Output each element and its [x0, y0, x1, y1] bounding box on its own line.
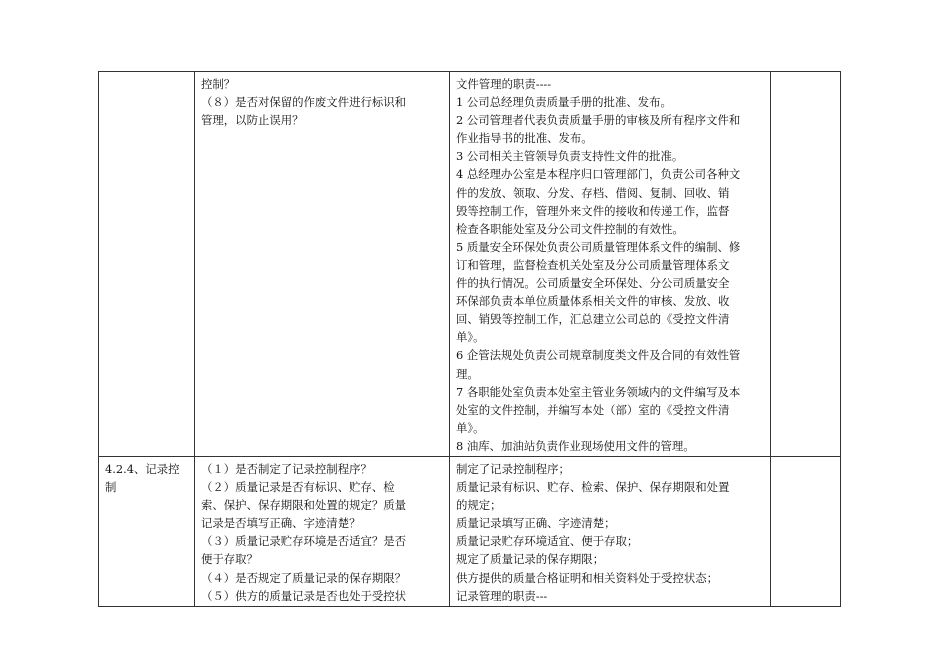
text-line: 索、保护、保存期限和处置的规定？质量: [201, 498, 407, 513]
remark-cell: [771, 72, 841, 457]
text-line: 质量记录贮存环境适宜、便于存取；: [456, 534, 639, 549]
audit-evidence-cell: [450, 456, 771, 606]
text-line: 处室的文件控制，并编写本处（部）室的《受控文件清: [456, 402, 730, 417]
table-row: [99, 72, 841, 457]
text-line: 规定了质量记录的保存期限；: [456, 552, 605, 567]
text-line: （５）供方的质量记录是否也处于受控状: [201, 588, 407, 603]
text-line: 4 总经理办公室是本程序归口管理部门，负责公司各种文: [456, 167, 741, 182]
text-line: 6 企管法规处负责公司规章制度类文件及合同的有效性管: [456, 348, 741, 363]
text-line: 单》。: [456, 330, 485, 345]
remark-cell: [771, 456, 841, 606]
text-line: 制定了记录控制程序；: [456, 461, 570, 476]
text-line: 检查各职能处室及分公司文件控制的有效性。: [456, 221, 684, 236]
text-line: 作业指导书的批准、发布。: [456, 131, 593, 146]
text-line: 1 公司总经理负责质量手册的批准、发布。: [456, 95, 672, 110]
audit-questions-cell: [195, 72, 450, 457]
audit-checklist-table: [98, 71, 841, 607]
text-line: 理。: [456, 366, 479, 381]
text-line: 记录管理的职责---: [456, 588, 548, 603]
clause-cell: [99, 456, 195, 606]
text-line: 制: [105, 480, 117, 495]
text-line: 便于存取？: [201, 552, 258, 567]
audit-evidence-cell: [450, 72, 771, 457]
text-line: （２）质量记录是否有标识、贮存、检: [201, 480, 395, 495]
text-line: 毁等控制工作，管理外来文件的接收和传递工作，监督: [456, 203, 730, 218]
text-line: 单》。: [456, 420, 485, 435]
text-line: 5 质量安全环保处负责公司质量管理体系文件的编制、修: [456, 239, 741, 254]
table-row: [99, 456, 841, 606]
text-line: 4.2.4、记录控: [105, 461, 180, 476]
text-line: 质量记录有标识、贮存、检索、保护、保存期限和处置: [456, 480, 730, 495]
text-line: 质量记录填写正确、字迹清楚；: [456, 516, 616, 531]
text-line: 回、销毁等控制工作，汇总建立公司总的《受控文件清: [456, 312, 730, 327]
text-line: 控制？: [201, 77, 236, 91]
text-line: 2 公司管理者代表负责质量手册的审核及所有程序文件和: [456, 113, 741, 128]
text-line: 件的发放、领取、分发、存档、借阅、复制、回收、销: [456, 185, 730, 200]
text-line: 订和管理，监督检查机关处室及分公司质量管理体系文: [456, 257, 730, 272]
text-line: （１）是否制定了记录控制程序？: [201, 461, 372, 476]
clause-cell: [99, 72, 195, 457]
text-line: （４）是否规定了质量记录的保存期限？: [201, 570, 407, 585]
text-line: （３）质量记录贮存环境是否适宜？是否: [201, 534, 407, 549]
audit-questions-cell: [195, 456, 450, 606]
text-line: 管理，以防止误用？: [201, 113, 304, 128]
text-line: （８）是否对保留的作废文件进行标识和: [201, 95, 407, 110]
text-line: 的规定；: [456, 498, 502, 513]
text-line: 8 油库、加油站负责作业现场使用文件的管理。: [456, 438, 695, 453]
text-line: 7 各职能处室负责本处室主管业务领域内的文件编写及本: [456, 384, 741, 399]
text-line: 供方提供的质量合格证明和相关资料处于受控状态；: [456, 570, 718, 585]
text-line: 3 公司相关主管领导负责支持性文件的批准。: [456, 149, 684, 164]
text-line: 环保部负责本单位质量体系相关文件的审核、发放、收: [456, 294, 730, 309]
text-line: 记录是否填写正确、字迹清楚？: [201, 516, 361, 531]
text-line: 件的执行情况。公司质量安全环保处、分公司质量安全: [456, 276, 730, 291]
text-line: 文件管理的职责----: [456, 77, 552, 91]
